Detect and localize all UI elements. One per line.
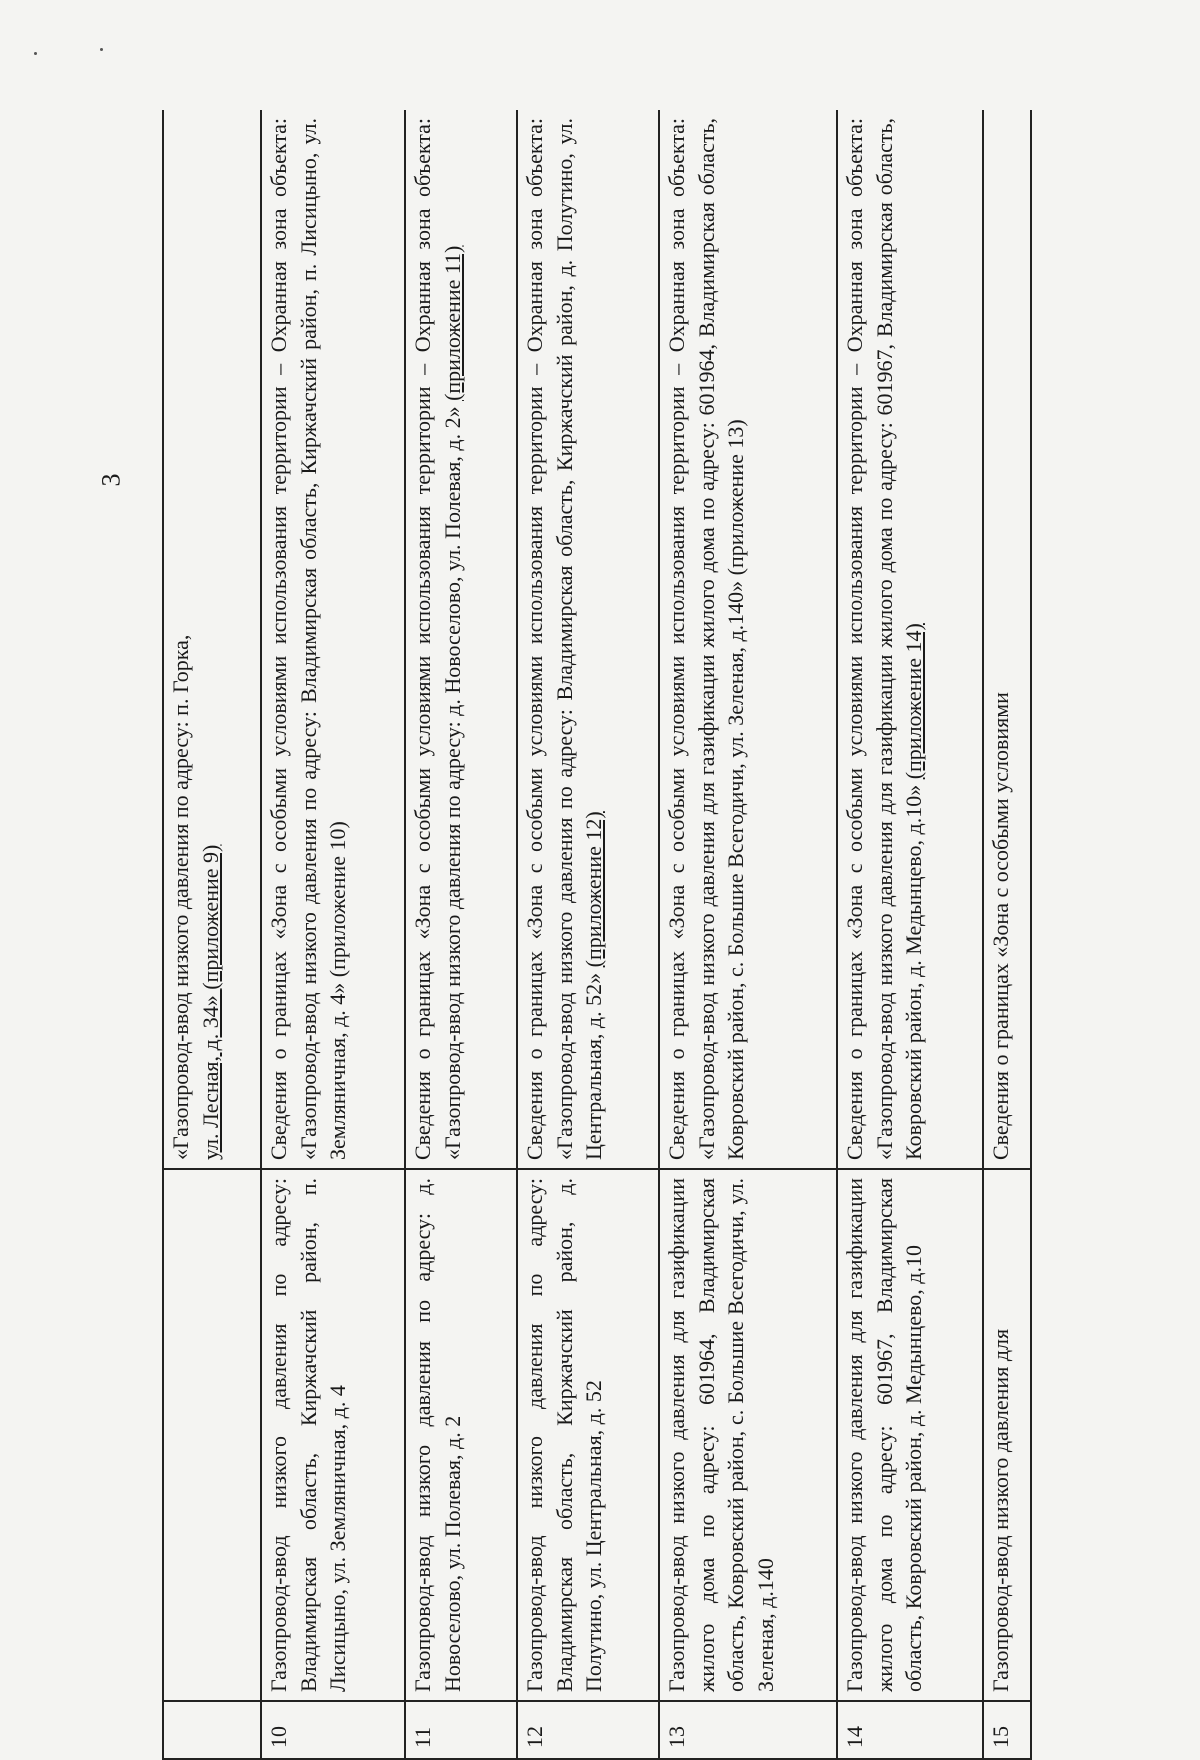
table-row bbox=[261, 110, 405, 1759]
cell-info bbox=[405, 110, 517, 1169]
info-text: Сведения о границах «Зона с особыми условиями использования территории – Охранная зона объекта: «Газопровод-ввод низкого давления по адресу: Владимирская область, Киржачский район, п. Лисицыно, ул. Земляничная, д. 4» (приложение 10) bbox=[266, 118, 351, 1160]
scan-speck bbox=[34, 52, 37, 55]
scan-speck bbox=[100, 48, 103, 51]
cell-name: Газопровод-ввод низкого давления для газификации жилого дома по адресу: 601967, Владимирская область, Ковровский район, д. Медынцево, д.10 bbox=[837, 1169, 983, 1701]
document-table-viewport bbox=[162, 110, 1040, 1760]
table-row bbox=[983, 110, 1031, 1759]
appendix-link: (приложение 14) bbox=[901, 623, 927, 780]
info-text: ул. Лесная, д. 34» bbox=[197, 989, 223, 1160]
cell-num: 13 bbox=[659, 1701, 837, 1759]
info-text: «Газопровод-ввод низкого давления по адресу: п. Горка, bbox=[168, 634, 193, 1160]
cell-num: 10 bbox=[261, 1701, 405, 1759]
info-text: Сведения о границах «Зона с особыми условиями использования территории – Охранная зона объекта: «Газопровод-ввод низкого давления по адресу: д. Новоселово, ул. Полевая, д. 2» bbox=[410, 118, 465, 1160]
cell-info bbox=[517, 110, 659, 1169]
cell-info bbox=[163, 110, 261, 1169]
table-row bbox=[517, 110, 659, 1759]
cell-num: 14 bbox=[837, 1701, 983, 1759]
table-row bbox=[659, 110, 837, 1759]
table-row bbox=[163, 110, 261, 1759]
info-text: Сведения о границах «Зона с особыми условиями использования территории – Охранная зона объекта: «Газопровод-ввод низкого давления для газификации жилого дома по адресу: 601964, Владимирская область, Ковровский район, с. Большие Всегодичи, ул. Зеленая, д.140» (приложение 13) bbox=[664, 118, 749, 1160]
info-text: Сведения о границах «Зона с особыми условиями использования территории – Охранная зона объекта: «Газопровод-ввод низкого давления для газификации жилого дома по адресу: 601967, Владимирская область, Ковровский район, д. Медынцево, д.10» bbox=[842, 118, 927, 1160]
cell-name: Газопровод-ввод низкого давления по адресу: д. Новоселово, ул. Полевая, д. 2 bbox=[405, 1169, 517, 1701]
appendix-link: (приложение 9) bbox=[197, 844, 223, 990]
cell-info bbox=[261, 110, 405, 1169]
info-text: Сведения о границах «Зона с особыми условиями использования территории – Охранная зона объекта: «Газопровод-ввод низкого давления по адресу: Владимирская область, Киржачский район, д. Полутино, ул. Центральная, д. 52» bbox=[522, 118, 607, 1160]
cell-num: 15 bbox=[983, 1701, 1031, 1759]
appendix-link: (приложение 11) bbox=[439, 245, 465, 401]
cell-info bbox=[659, 110, 837, 1169]
cell-name: Газопровод-ввод низкого давления по адресу: Владимирская область, Киржачский район, п. Лисицыно, ул. Земляничная, д. 4 bbox=[261, 1169, 405, 1701]
cell-name: Газопровод-ввод низкого давления по адресу: Владимирская область, Киржачский район, д. Полутино, ул. Центральная, д. 52 bbox=[517, 1169, 659, 1701]
cell-info bbox=[983, 110, 1031, 1169]
rotated-table-container bbox=[162, 110, 1040, 1760]
info-text: Сведения о границах «Зона с особыми условиями bbox=[988, 692, 1013, 1160]
cell-info bbox=[837, 110, 983, 1169]
cell-num bbox=[163, 1701, 261, 1759]
appendix-link: (приложение 12) bbox=[581, 811, 607, 968]
cell-num: 12 bbox=[517, 1701, 659, 1759]
table-row bbox=[405, 110, 517, 1759]
cell-name: Газопровод-ввод низкого давления для bbox=[983, 1169, 1031, 1701]
table-row bbox=[837, 110, 983, 1759]
page-number: 3 bbox=[96, 473, 126, 487]
cell-num: 11 bbox=[405, 1701, 517, 1759]
cell-name: Газопровод-ввод низкого давления для газификации жилого дома по адресу: 601964, Владимирская область, Ковровский район, с. Большие Всегодичи, ул. Зеленая, д.140 bbox=[659, 1169, 837, 1701]
zones-table bbox=[162, 110, 1032, 1760]
cell-name bbox=[163, 1169, 261, 1701]
